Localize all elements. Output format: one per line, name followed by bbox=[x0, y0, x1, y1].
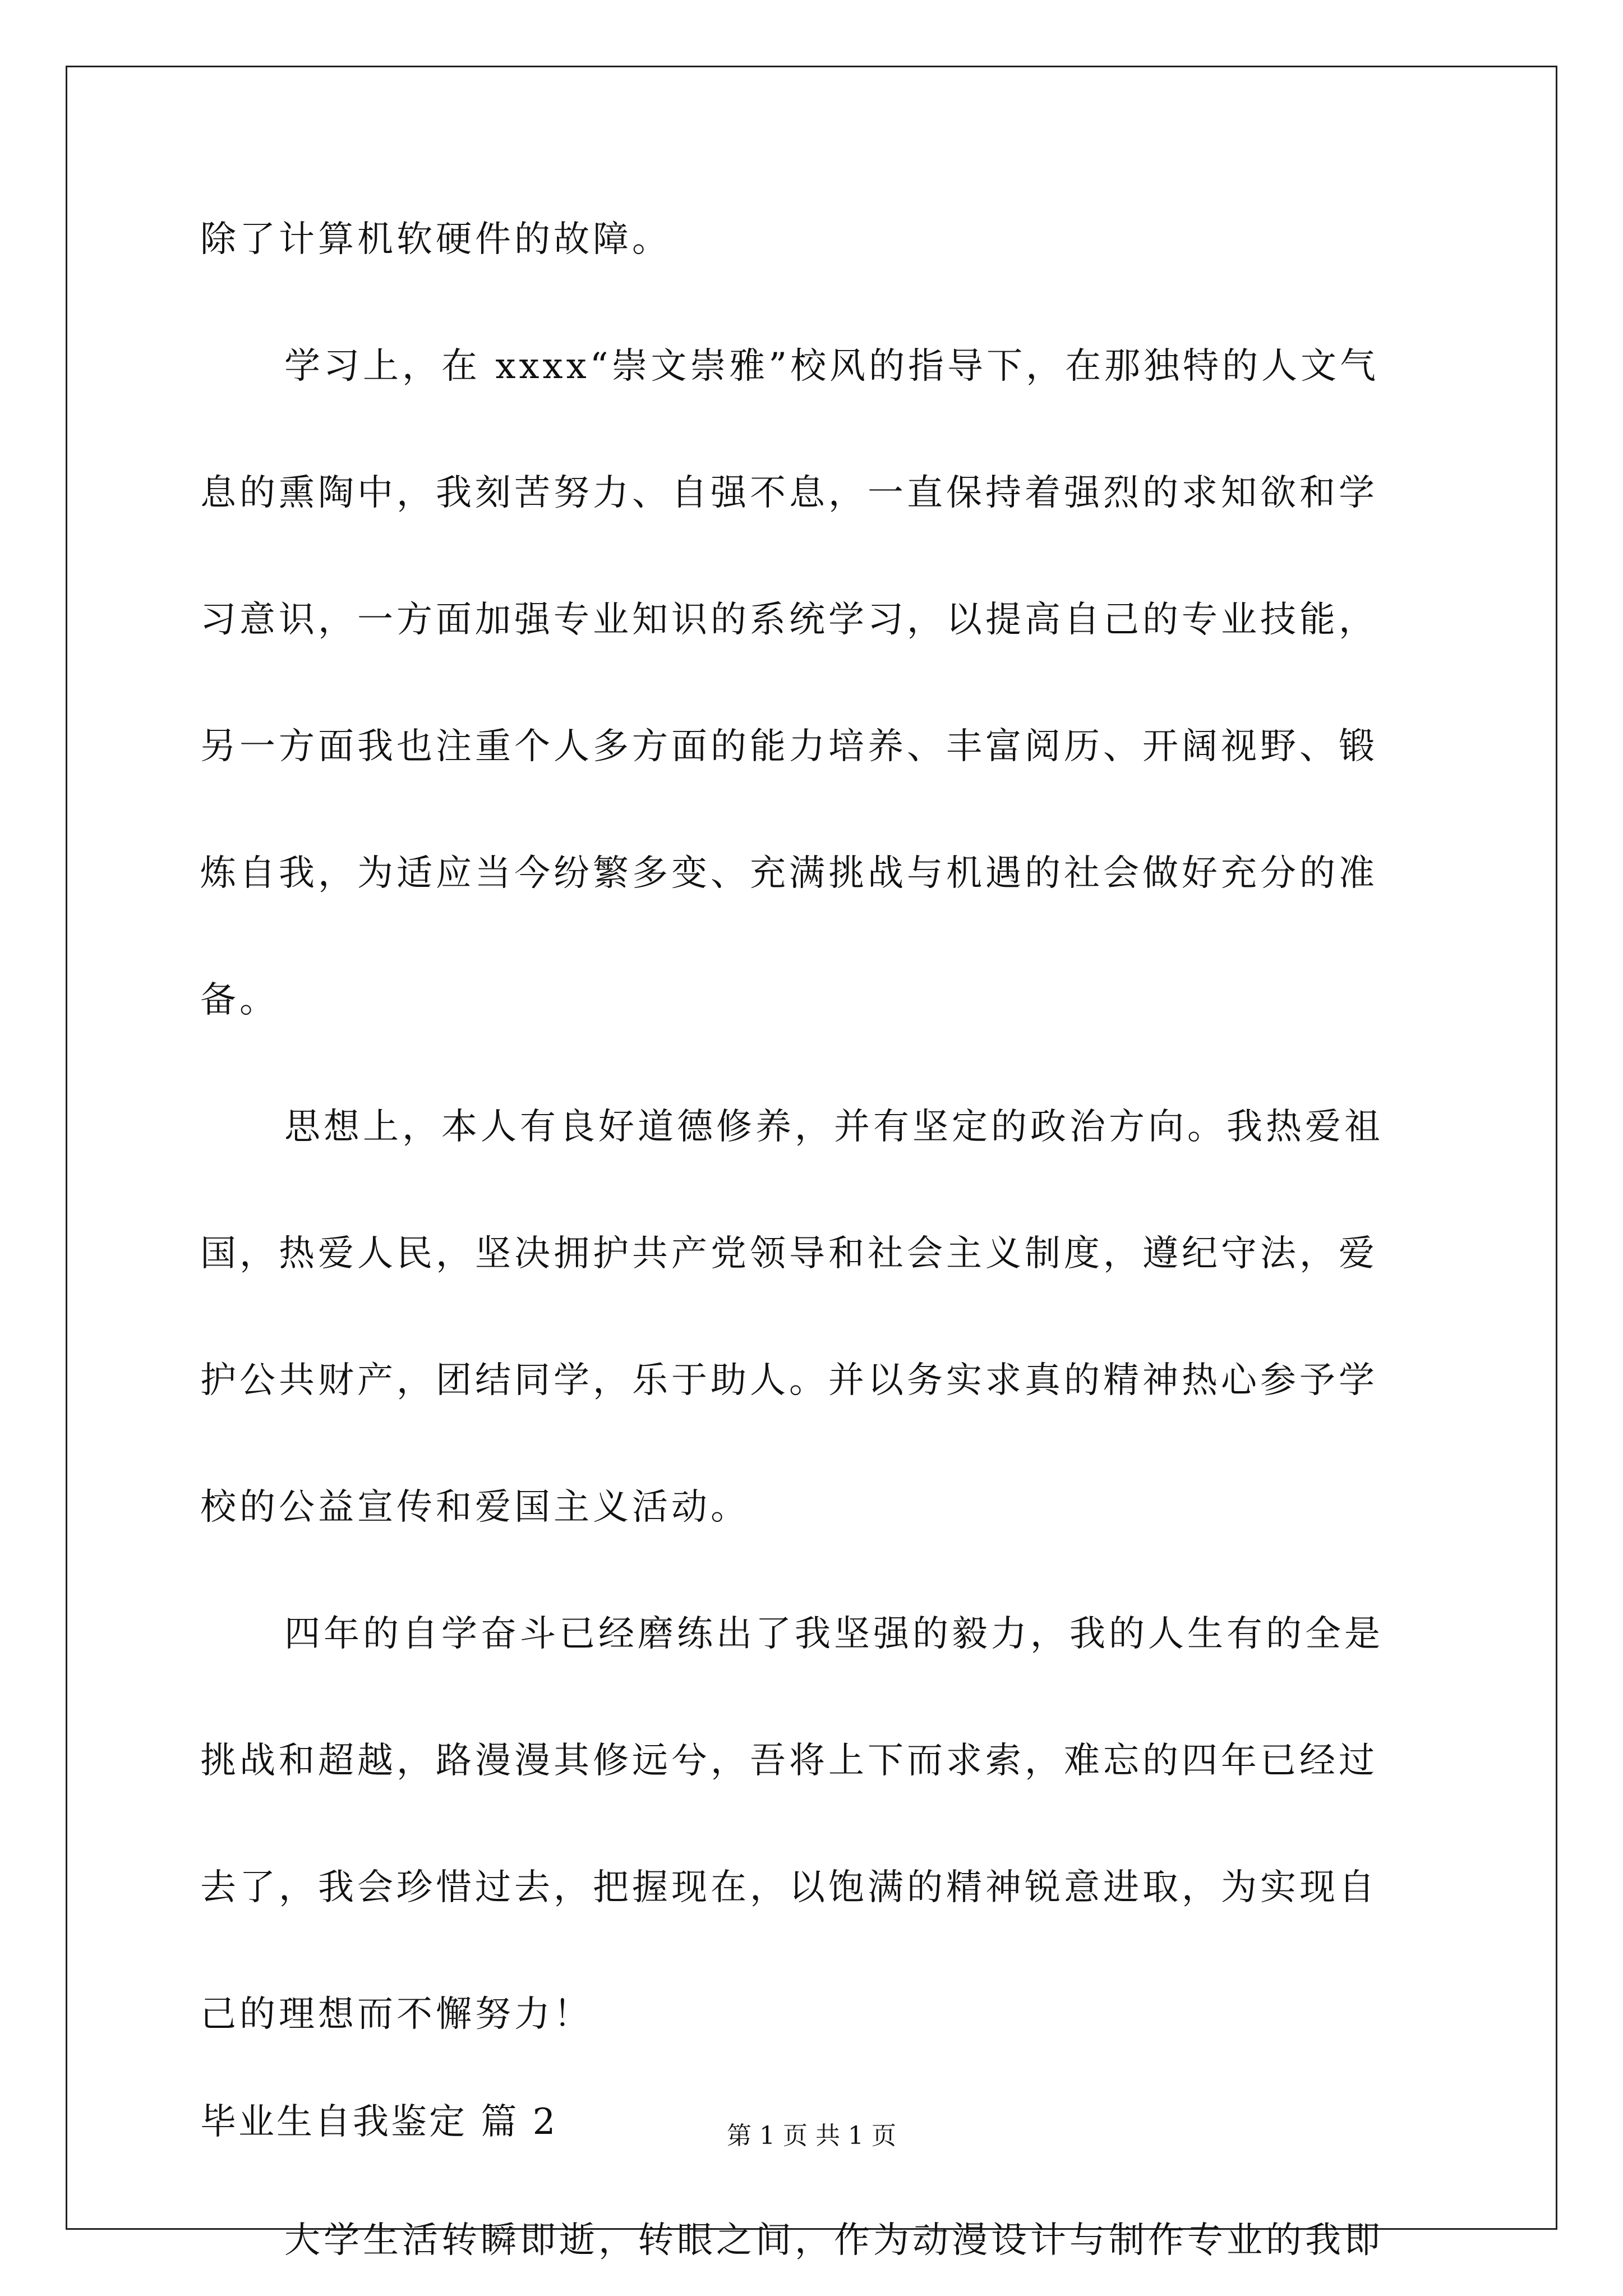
page-footer: 第 1 页 共 1 页 bbox=[727, 2122, 896, 2150]
paragraph-line: 大学生活转瞬即逝，转眼之间，作为动漫设计与制作专业的我即 bbox=[284, 2220, 1384, 2261]
paragraph-line: 校的公益宣传和爱国主义活动。 bbox=[200, 1487, 750, 1528]
paragraph-line: 备。 bbox=[200, 979, 279, 1021]
paragraph-line: 另一方面我也注重个人多方面的能力培养、丰富阅历、开阔视野、锻 bbox=[200, 726, 1378, 767]
paragraph-line: 四年的自学奋斗已经磨练出了我坚强的毅力，我的人生有的全是 bbox=[284, 1613, 1384, 1655]
paragraph-line: 学习上，在 xxxx“崇文崇雅”校风的指导下，在那独特的人文气 bbox=[284, 346, 1380, 387]
paragraph-line: 息的熏陶中，我刻苦努力、自强不息，一直保持着强烈的求知欲和学 bbox=[200, 472, 1378, 514]
paragraph-line: 思想上，本人有良好道德修养，并有坚定的政治方向。我热爱祖 bbox=[284, 1106, 1384, 1148]
paragraph-line: 习意识，一方面加强专业知识的系统学习，以提高自己的专业技能， bbox=[200, 599, 1378, 641]
paragraph-line: 己的理想而不懈努力！ bbox=[200, 1994, 593, 2035]
paragraph-line: 去了，我会珍惜过去，把握现在，以饱满的精神锐意进取，为实现自 bbox=[200, 1867, 1378, 1908]
paragraph-line: 除了计算机软硬件的故障。 bbox=[200, 219, 671, 260]
paragraph-line: 挑战和超越，路漫漫其修远兮，吾将上下而求索，难忘的四年已经过 bbox=[200, 1740, 1378, 1782]
paragraph-line: 护公共财产，团结同学，乐于助人。并以务实求真的精神热心参予学 bbox=[200, 1360, 1378, 1401]
section-heading: 毕业生自我鉴定 篇 2 bbox=[200, 2101, 558, 2143]
paragraph-line: 国，热爱人民，坚决拥护共产党领导和社会主义制度，遵纪守法，爱 bbox=[200, 1233, 1378, 1274]
paragraph-line: 炼自我，为适应当今纷繁多变、充满挑战与机遇的社会做好充分的准 bbox=[200, 853, 1378, 894]
